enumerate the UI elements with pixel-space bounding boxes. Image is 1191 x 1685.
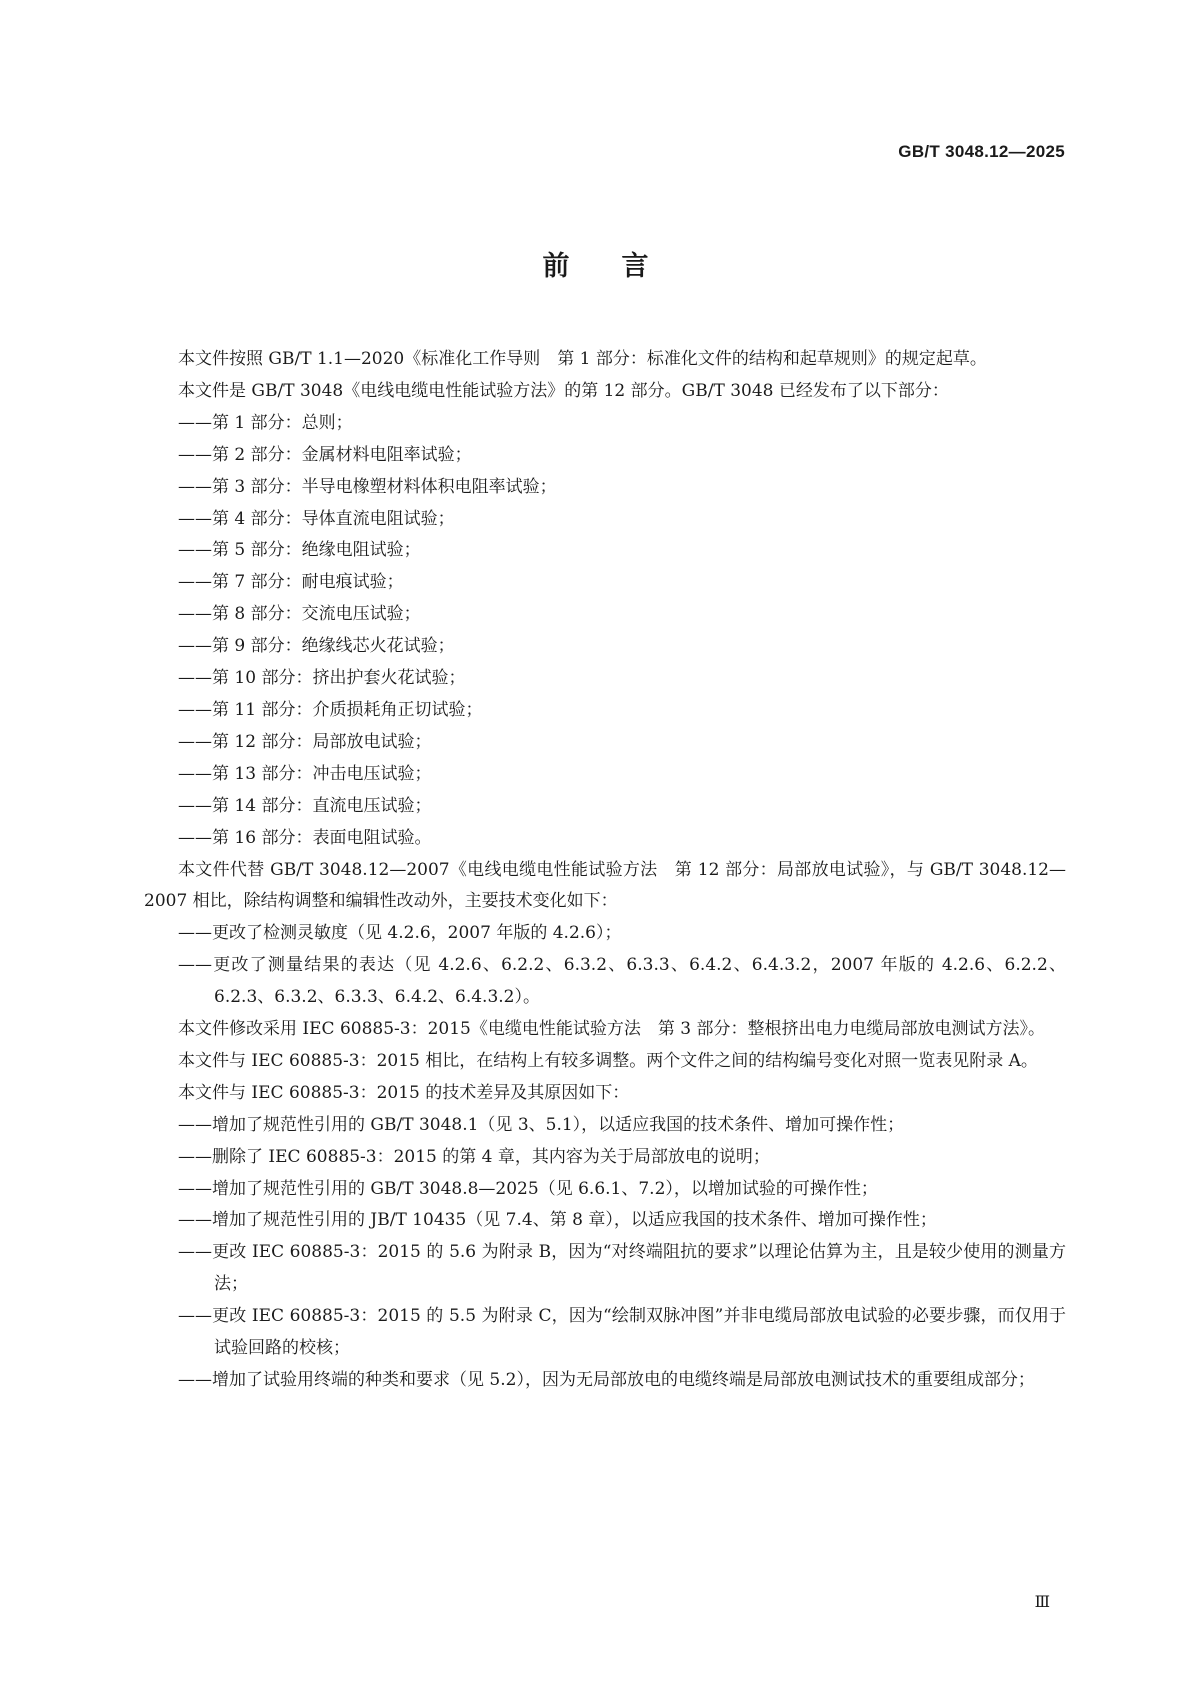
paragraph: 本文件与 IEC 60885-3：2015 的技术差异及其原因如下：	[178, 1082, 630, 1103]
list-item: ——第 13 部分：冲击电压试验；	[178, 763, 432, 784]
list-item: ——更改了检测灵敏度（见 4.2.6，2007 年版的 4.2.6）；	[178, 923, 622, 944]
list-item: ——更改 IEC 60885-3：2015 的 5.6 为附录 B，因为“对终端阻抗的要求”以理论估算为主，且是较少使用的测量方法；	[178, 1242, 1066, 1295]
list-item: ——第 3 部分：半导电橡塑材料体积电阻率试验；	[178, 476, 557, 497]
list-item: ——第 11 部分：介质损耗角正切试验；	[178, 699, 483, 720]
paragraph: 本文件与 IEC 60885-3：2015 相比，在结构上有较多调整。两个文件之间的结构编号变化对照一览表见附录 A。	[178, 1050, 1038, 1071]
standard-number: GB/T 3048.12—2025	[898, 142, 1065, 161]
list-item: ——增加了规范性引用的 GB/T 3048.1（见 3、5.1），以适应我国的技术条件、增加可操作性；	[178, 1114, 905, 1135]
list-item: ——第 14 部分：直流电压试验；	[178, 795, 432, 816]
paragraph: 本文件按照 GB/T 1.1—2020《标准化工作导则 第 1 部分：标准化文件的结构和起草规则》的规定起草。	[178, 349, 987, 369]
document-body	[144, 344, 1066, 1397]
list-item: ——更改了测量结果的表达（见 4.2.6、6.2.2、6.3.2、6.3.3、6.4.2、6.4.3.2，2007 年版的 4.2.6、6.2.2、6.2.3、6.3.2、6.3.3、6.4.2、6.4.3.2）。	[178, 955, 1066, 1008]
list-item: ——第 7 部分：耐电痕试验；	[178, 572, 404, 593]
list-item: ——第 16 部分：表面电阻试验。	[178, 827, 432, 848]
list-item: ——更改 IEC 60885-3：2015 的 5.5 为附录 C，因为“绘制双脉冲图”并非电缆局部放电试验的必要步骤，而仅用于试验回路的校核；	[178, 1306, 1066, 1359]
list-item: ——第 9 部分：绝缘线芯火花试验；	[178, 636, 455, 657]
paragraph: 本文件代替 GB/T 3048.12—2007《电线电缆电性能试验方法 第 12 部分：局部放电试验》，与 GB/T 3048.12—2007 相比，除结构调整和编辑性改动外，主要技术变化如下：	[144, 859, 1066, 912]
list-item: ——第 10 部分：挤出护套火花试验；	[178, 668, 466, 689]
list-item: ——第 8 部分：交流电压试验；	[178, 604, 421, 625]
list-item: ——第 4 部分：导体直流电阻试验；	[178, 508, 455, 529]
list-item: ——删除了 IEC 60885-3：2015 的第 4 章，其内容为关于局部放电的说明；	[178, 1146, 770, 1167]
list-item: ——增加了规范性引用的 GB/T 3048.8—2025（见 6.6.1、7.2），以增加试验的可操作性；	[178, 1178, 878, 1199]
paragraph: 本文件修改采用 IEC 60885-3：2015《电缆电性能试验方法 第 3 部分：整根挤出电力电缆局部放电测试方法》。	[178, 1019, 1045, 1040]
page-title: 前言	[542, 251, 701, 282]
list-item: ——第 12 部分：局部放电试验；	[178, 731, 432, 752]
list-item: ——增加了规范性引用的 JB/T 10435（见 7.4、第 8 章），以适应我国的技术条件、增加可操作性；	[178, 1210, 937, 1231]
list-item: ——第 1 部分：总则；	[178, 412, 353, 433]
page-number: Ⅲ	[1034, 1592, 1050, 1611]
list-item: ——第 5 部分：绝缘电阻试验；	[178, 540, 421, 561]
list-item: ——增加了试验用终端的种类和要求（见 5.2），因为无局部放电的电缆终端是局部放电测试技术的重要组成部分；	[178, 1370, 1035, 1390]
list-item: ——第 2 部分：金属材料电阻率试验；	[178, 444, 472, 465]
paragraph: 本文件是 GB/T 3048《电线电缆电性能试验方法》的第 12 部分。GB/T 3048 已经发布了以下部分：	[178, 380, 949, 401]
